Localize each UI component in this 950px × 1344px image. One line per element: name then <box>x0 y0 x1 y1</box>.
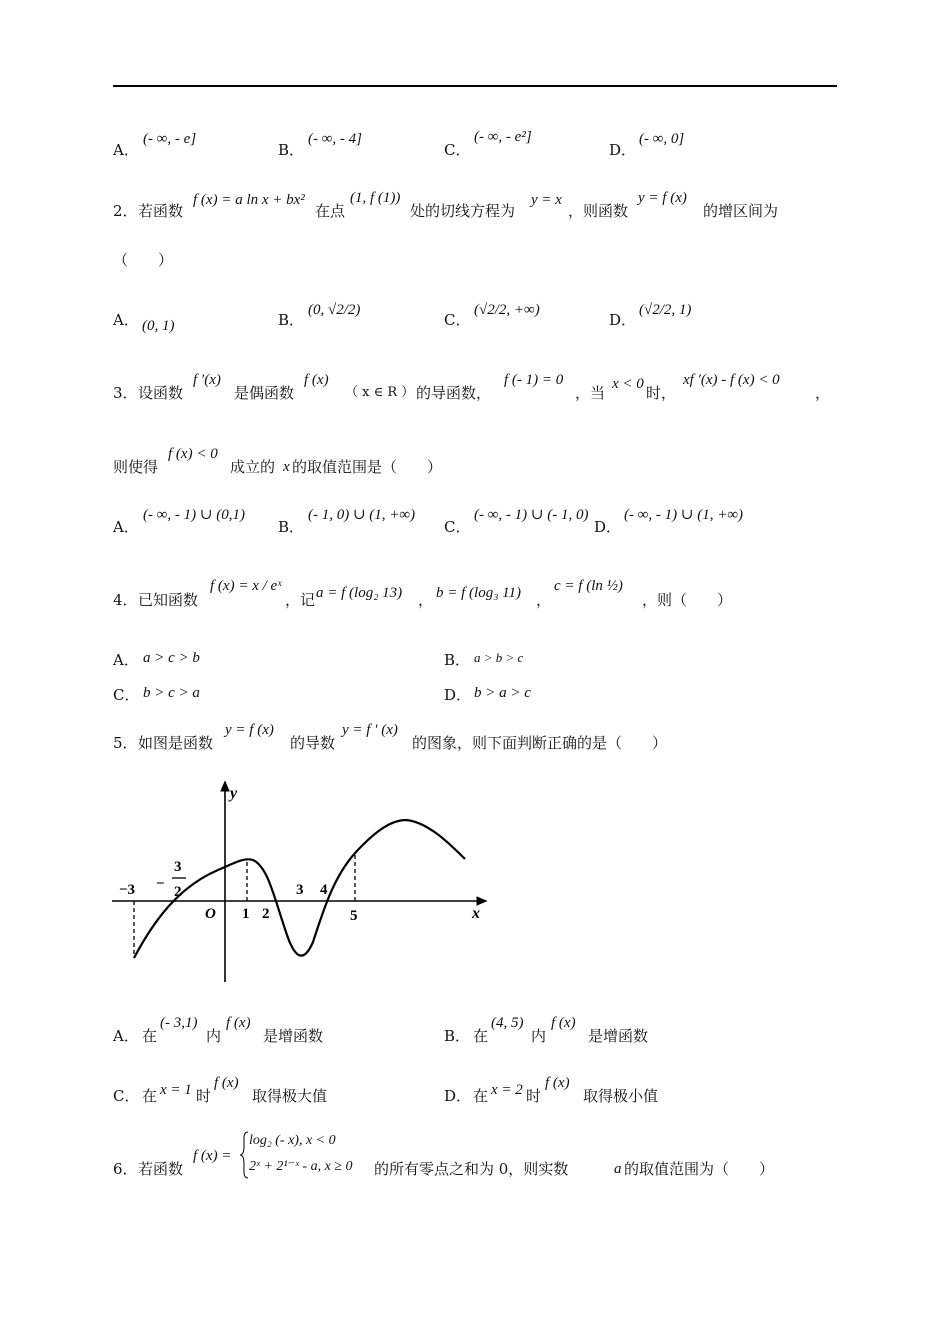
q5-number: 5． <box>113 734 138 752</box>
q2-option-d-label: D． <box>609 311 637 329</box>
prev-option-d-label: D． <box>609 141 637 159</box>
q3-value: f (- 1) = 0 <box>504 372 564 388</box>
q4-text-1: 已知函数 <box>138 591 199 609</box>
q6-case-2: 2ˣ + 2¹⁻ˣ - a, x ≥ 0 <box>249 1159 353 1174</box>
derivative-graph <box>108 772 498 987</box>
q5-option-c-label: C． <box>113 1087 140 1105</box>
q3-text-6: 则使得 <box>113 458 159 476</box>
q5-option-d-f: f (x) <box>545 1075 570 1091</box>
q4-comma-1: ， <box>418 591 434 609</box>
q2-tangent-line: y = x <box>531 192 562 208</box>
q3-text-2: 是偶函数 <box>234 384 295 402</box>
q3-derivative: f ′(x) <box>193 372 221 388</box>
q5-option-a-label: A． <box>113 1027 139 1045</box>
q3-option-b-label: B． <box>278 518 305 536</box>
q5-option-c-point: x = 1 <box>160 1082 192 1098</box>
q5-option-b-interval: (4, 5) <box>491 1015 524 1031</box>
q3-number: 3． <box>113 384 138 402</box>
q3-x-negative: x < 0 <box>612 376 644 392</box>
q5-text-3: 的图象，则下面判断正确的是（ ） <box>412 734 668 752</box>
q4-number: 4． <box>113 591 138 609</box>
prev-option-a-label: A． <box>113 141 139 159</box>
q3-text-7: 成立的 <box>230 458 276 476</box>
q5-option-c-f: f (x) <box>214 1075 239 1091</box>
q4-option-a-label: A． <box>113 651 139 669</box>
q4-c: c = f (ln ½) <box>554 578 623 594</box>
q5-option-b-label: B． <box>444 1027 471 1045</box>
q3-option-a-expr: (- ∞, - 1) ∪ (0,1) <box>143 507 245 523</box>
q3-option-d-label: D． <box>594 518 622 536</box>
tick-1: 1 <box>242 906 250 922</box>
q4-text-3: ，则（ ） <box>642 591 733 609</box>
q5-option-b-text-1: 在 <box>473 1027 489 1045</box>
q2-function: f (x) = a ln x + bx² <box>193 192 305 208</box>
tick-neg3: −3 <box>119 882 136 898</box>
q5-option-b-text-3: 是增函数 <box>588 1027 649 1045</box>
q6-text-2: 的所有零点之和为 0，则实数 <box>374 1160 569 1178</box>
origin-label: O <box>205 906 216 922</box>
q2-text-1: 若函数 <box>138 202 184 220</box>
q2-option-c-expr: (√2/2, +∞) <box>474 302 540 318</box>
q3-text-4: ，当 <box>575 384 606 402</box>
q3-text-5: 时， <box>646 384 677 402</box>
q3-inequality: xf ′(x) - f (x) < 0 <box>683 372 780 388</box>
q2-text-5: 的增区间为 <box>703 202 779 220</box>
q5-option-a-text-1: 在 <box>142 1027 158 1045</box>
q3-option-b-expr: (- 1, 0) ∪ (1, +∞) <box>308 507 416 523</box>
q4-function: f (x) = x / eˣ <box>210 578 282 594</box>
tick-5: 5 <box>350 908 358 924</box>
q3-option-d-expr: (- ∞, - 1) ∪ (1, +∞) <box>624 507 744 523</box>
q5-text-1: 如图是函数 <box>138 734 214 752</box>
q3-function: f (x) <box>304 372 329 388</box>
q5-text-2: 的导数 <box>290 734 336 752</box>
q3-option-a-label: A． <box>113 518 139 536</box>
q2-number: 2． <box>113 202 138 220</box>
q5-option-d-point: x = 2 <box>491 1082 523 1098</box>
q3-option-c-label: C． <box>444 518 471 536</box>
q5-option-c-text-3: 取得极大值 <box>252 1087 328 1105</box>
q3-comma: ， <box>815 384 831 402</box>
q4-text-2: ，记 <box>285 591 316 609</box>
y-axis-label: y <box>230 785 238 802</box>
tick-neg-sign: − <box>156 876 165 892</box>
q5-option-d-text-3: 取得极小值 <box>583 1087 659 1105</box>
q3-text-8: 的取值范围是（ ） <box>292 458 443 476</box>
tick-frac-den: 2 <box>174 884 182 900</box>
q6-text-3: 的取值范围为（ ） <box>624 1160 775 1178</box>
q2-text-4: ，则函数 <box>568 202 629 220</box>
prev-option-b-label: B． <box>278 141 305 159</box>
q3-option-c-expr: (- ∞, - 1) ∪ (- 1, 0) <box>474 507 589 523</box>
tick-4: 4 <box>320 882 328 898</box>
prev-option-a-expr: (- ∞, - e] <box>143 131 197 147</box>
q6-a: a <box>614 1161 622 1177</box>
q5-option-d-label: D． <box>444 1087 472 1105</box>
q2-answer-paren: （ ） <box>113 251 174 269</box>
q5-option-a-interval: (- 3,1) <box>160 1015 198 1031</box>
q2-option-d-expr: (√2/2, 1) <box>639 302 692 318</box>
prev-option-c-expr: (- ∞, - e²] <box>474 129 532 145</box>
q2-option-a-label: A． <box>113 311 139 329</box>
q5-option-a-text-3: 是增函数 <box>263 1027 324 1045</box>
q4-option-d-expr: b > a > c <box>474 685 531 701</box>
prev-option-d-expr: (- ∞, 0] <box>639 131 685 147</box>
q2-option-a-expr: (0, 1) <box>142 318 175 334</box>
q6-text-1: 若函数 <box>138 1160 184 1178</box>
q5-option-b-text-2: 内 <box>531 1027 547 1045</box>
q3-text-3: 的导函数， <box>416 384 492 402</box>
q4-option-c-label: C． <box>113 686 140 704</box>
q5-option-b-f: f (x) <box>551 1015 576 1031</box>
q4-b: b = f (log₃ 11) <box>436 585 522 601</box>
q4-comma-2: ， <box>536 591 552 609</box>
q5-derivative: y = f ′ (x) <box>342 722 398 738</box>
q5-option-c-text-1: 在 <box>142 1087 158 1105</box>
tick-2: 2 <box>262 906 270 922</box>
q3-domain: （ x ∈ R ） <box>345 385 415 400</box>
q2-option-b-expr: (0, √2/2) <box>308 302 361 318</box>
q5-option-a-f: f (x) <box>226 1015 251 1031</box>
q3-text-1: 设函数 <box>138 384 184 402</box>
q5-option-d-text-2: 时 <box>526 1087 542 1105</box>
q4-option-b-expr: a > b > c <box>474 650 524 665</box>
q4-a: a = f (log₂ 13) <box>316 585 403 601</box>
q2-text-2: 在点 <box>315 202 346 220</box>
q6-case-1: log₂ (- x), x < 0 <box>249 1133 336 1148</box>
q3-x: x <box>283 459 290 475</box>
header-rule <box>113 85 837 87</box>
prev-option-c-label: C． <box>444 141 471 159</box>
q6-number: 6． <box>113 1160 138 1178</box>
q2-fn: y = f (x) <box>638 190 687 206</box>
q5-option-a-text-2: 内 <box>206 1027 222 1045</box>
q3-f-negative: f (x) < 0 <box>168 446 218 462</box>
q2-option-b-label: B． <box>278 311 305 329</box>
q4-option-c-expr: b > c > a <box>143 685 200 701</box>
q2-point: (1, f (1)) <box>350 190 401 206</box>
q2-text-3: 处的切线方程为 <box>410 202 516 220</box>
prev-option-b-expr: (- ∞, - 4] <box>308 131 363 147</box>
q5-function: y = f (x) <box>225 722 274 738</box>
q5-option-c-text-2: 时 <box>196 1087 212 1105</box>
q4-option-b-label: B． <box>444 651 471 669</box>
q2-option-c-label: C． <box>444 311 471 329</box>
q4-option-d-label: D． <box>444 686 472 704</box>
q5-option-d-text-1: 在 <box>473 1087 489 1105</box>
tick-3: 3 <box>296 882 304 898</box>
tick-frac-num: 3 <box>174 859 182 875</box>
q4-option-a-expr: a > c > b <box>143 650 200 666</box>
q6-function: f (x) = <box>193 1148 232 1164</box>
x-axis-label: x <box>472 905 480 922</box>
